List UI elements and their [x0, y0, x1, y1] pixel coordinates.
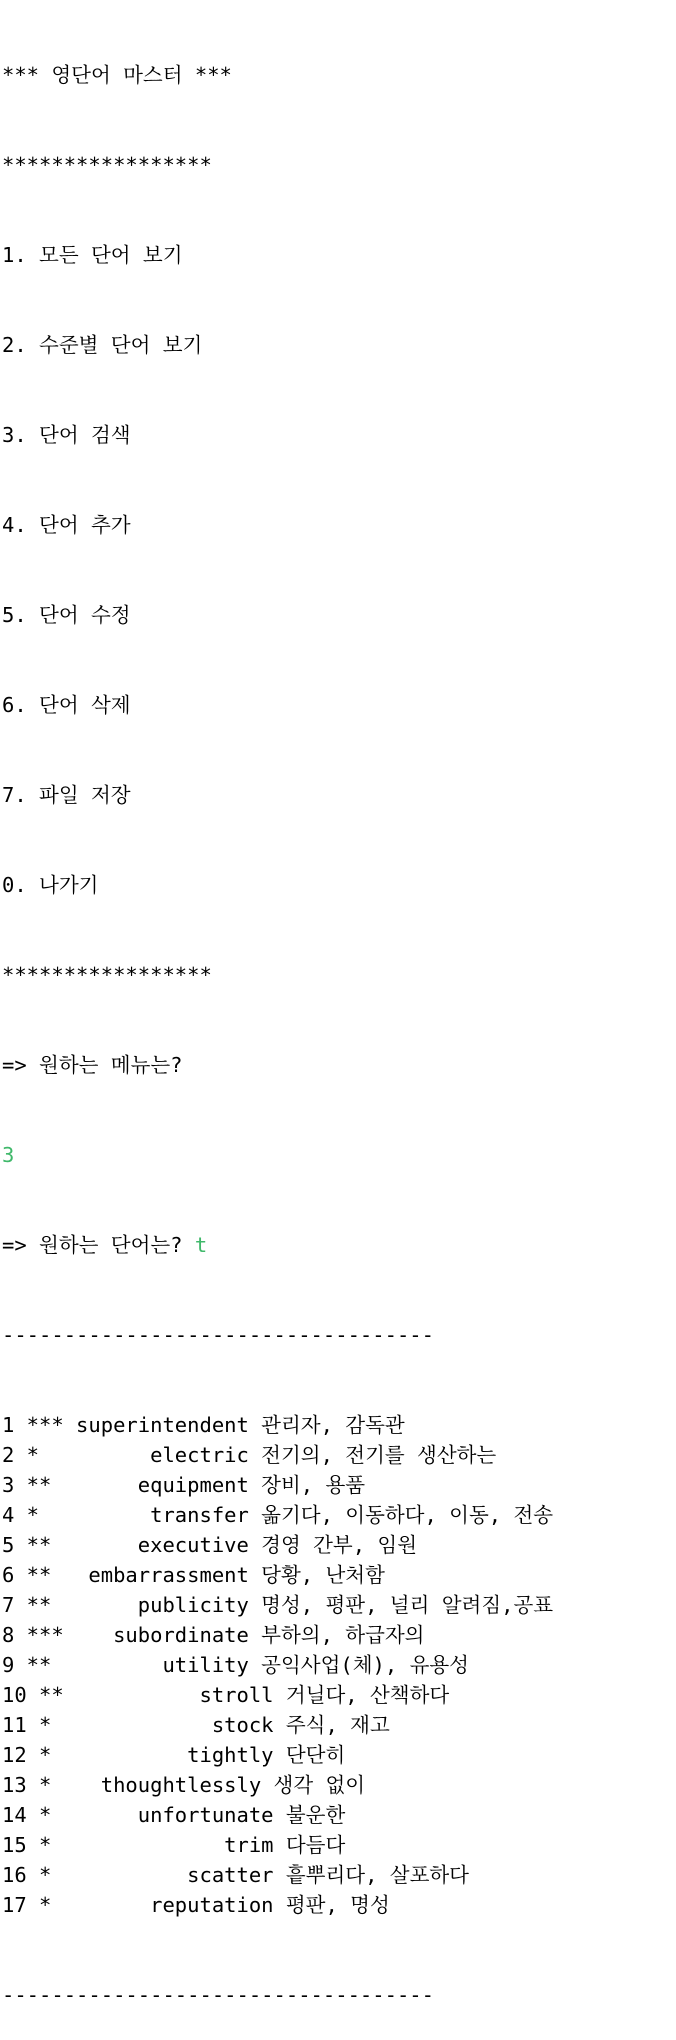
result-row: 17 * reputation 평판, 명성 — [2, 1893, 390, 1917]
menu-item-7: 7. 파일 저장 — [2, 783, 131, 807]
word-input-value[interactable]: t — [194, 1233, 208, 1257]
star-separator-bottom: ***************** — [2, 963, 212, 987]
word-prompt-line[interactable] — [2, 1230, 676, 1260]
result-row: 15 * trim 다듬다 — [2, 1833, 346, 1857]
star-separator-top: ***************** — [2, 153, 212, 177]
result-row: 13 * thoughtlessly 생각 없이 — [2, 1773, 366, 1797]
dash-separator-top: ----------------------------------- — [2, 1323, 434, 1347]
result-row: 16 * scatter 흩뿌리다, 살포하다 — [2, 1863, 469, 1887]
menu-input-value[interactable]: 3 — [2, 1143, 15, 1167]
menu-item-1: 1. 모든 단어 보기 — [2, 243, 183, 267]
menu-item-0: 0. 나가기 — [2, 873, 99, 897]
dash-separator-bottom: ----------------------------------- — [2, 1983, 434, 2007]
result-row: 4 * transfer 옮기다, 이동하다, 이동, 전송 — [2, 1503, 554, 1527]
result-row: 11 * stock 주식, 재고 — [2, 1713, 390, 1737]
result-row: 9 ** utility 공익사업(체), 유용성 — [2, 1653, 469, 1677]
app-title: *** 영단어 마스터 *** — [2, 63, 232, 87]
result-row: 7 ** publicity 명성, 평판, 널리 알려짐,공표 — [2, 1593, 554, 1617]
result-row: 3 ** equipment 장비, 용품 — [2, 1473, 366, 1497]
menu-item-3: 3. 단어 검색 — [2, 423, 131, 447]
menu-item-2: 2. 수준별 단어 보기 — [2, 333, 203, 357]
search-results-list — [2, 1410, 676, 1920]
result-row: 10 ** stroll 거닐다, 산책하다 — [2, 1683, 450, 1707]
word-prompt: => 원하는 단어는? — [2, 1233, 195, 1257]
result-row: 1 *** superintendent 관리자, 감독관 — [2, 1413, 405, 1437]
result-row: 5 ** executive 경영 간부, 임원 — [2, 1533, 418, 1557]
menu-prompt: => 원하는 메뉴는? — [2, 1053, 183, 1077]
result-row: 2 * electric 전기의, 전기를 생산하는 — [2, 1443, 497, 1467]
menu-item-6: 6. 단어 삭제 — [2, 693, 131, 717]
result-row: 6 ** embarrassment 당황, 난처함 — [2, 1563, 385, 1587]
result-row: 14 * unfortunate 불운한 — [2, 1803, 346, 1827]
result-row: 12 * tightly 단단히 — [2, 1743, 346, 1767]
menu-item-5: 5. 단어 수정 — [2, 603, 131, 627]
menu-item-4: 4. 단어 추가 — [2, 513, 131, 537]
result-row: 8 *** subordinate 부하의, 하급자의 — [2, 1623, 425, 1647]
